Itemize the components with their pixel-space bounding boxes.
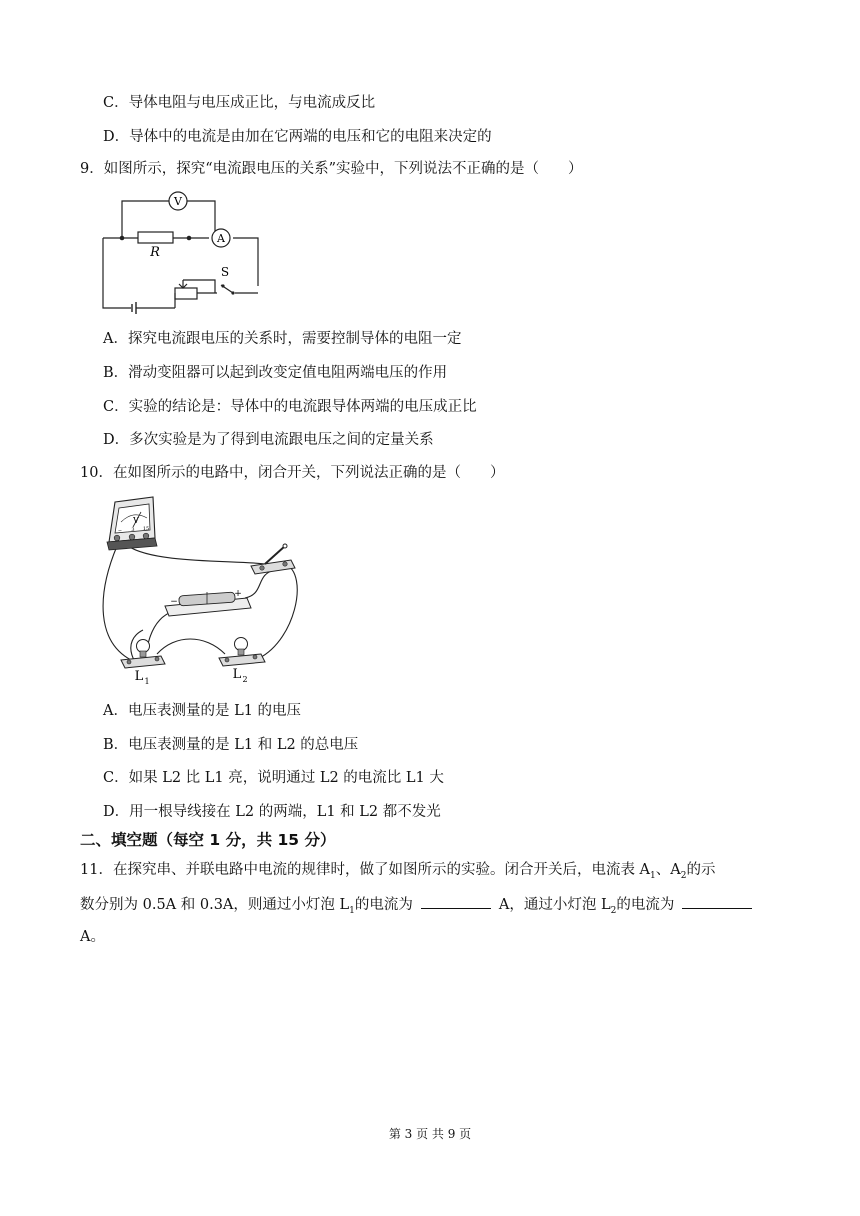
svg-text:1: 1: [144, 677, 150, 686]
resistor-label: R: [150, 245, 160, 260]
battery-holder-device: [165, 589, 251, 616]
section-title-fill-in: 二、填空题（每空 1 分，共 15 分）: [80, 831, 336, 849]
switch-device: [251, 544, 295, 574]
lamp-l1-label: L: [134, 669, 144, 684]
q9-stem: 9．如图所示，探究“电流跟电压的关系”实验中，下列说法不正确的是（ ）: [80, 161, 583, 177]
svg-text:−: −: [117, 528, 123, 534]
q10-circuit-illustration: [95, 494, 305, 689]
lamp-l2-device: [219, 638, 265, 667]
answer-blank-1[interactable]: [421, 894, 491, 909]
q10-option-b: B．电压表测量的是 L1 和 L2 的总电压: [103, 737, 359, 753]
option-d-prev: D．导体中的电流是由加在它两端的电压和它的电阻来决定的: [103, 129, 492, 145]
q11-line-2: 数分别为 0.5A 和 0.3A，则通过小灯泡 $L_1$的电流为 A，通过小灯泡 $L_2$的电流为: [80, 894, 760, 921]
q9-option-c: C．实验的结论是：导体中的电流跟导体两端的电压成正比: [103, 399, 477, 415]
q10-option-d: D．用一根导线接在 L2 的两端，L1 和 L2 都不发光: [103, 804, 441, 820]
q10-option-c: C．如果 L2 比 L1 亮，说明通过 L2 的电流比 L1 大: [103, 770, 444, 786]
svg-text:+: +: [234, 589, 242, 599]
q9-option-b: B．滑动变阻器可以起到改变定值电阻两端电压的作用: [103, 365, 448, 381]
voltmeter-device: [107, 497, 157, 550]
svg-text:−: −: [170, 597, 178, 607]
q9-option-d: D．多次实验是为了得到电流跟电压之间的定量关系: [103, 432, 434, 448]
lamp-l1-device: [121, 640, 165, 669]
voltmeter-label: V: [174, 195, 182, 208]
lamp-l2-label: L: [232, 667, 242, 682]
ammeter-label: A: [217, 232, 225, 245]
q11-line-3: A。: [80, 929, 105, 945]
q11-line-1: 11．在探究串、并联电路中电流的规律时，做了如图所示的实验。闭合开关后，电流表 $A_1$、$A_2$的示: [80, 862, 716, 881]
q10-option-a: A．电压表测量的是 L1 的电压: [103, 703, 302, 719]
svg-text:3: 3: [131, 527, 135, 533]
svg-text:V: V: [133, 516, 139, 525]
q9-circuit-diagram: [95, 188, 265, 318]
switch-label: S: [220, 265, 230, 279]
option-c-prev: C．导体电阻与电压成正比，与电流成反比: [103, 95, 376, 111]
q9-option-a: A．探究电流跟电压的关系时，需要控制导体的电阻一定: [103, 331, 462, 347]
q10-stem: 10．在如图所示的电路中，闭合开关，下列说法正确的是（ ）: [80, 465, 505, 481]
page-footer: 第 3 页 共 9 页: [388, 1127, 472, 1141]
answer-blank-2[interactable]: [682, 894, 752, 909]
svg-text:15: 15: [142, 526, 150, 532]
svg-text:2: 2: [242, 675, 248, 684]
